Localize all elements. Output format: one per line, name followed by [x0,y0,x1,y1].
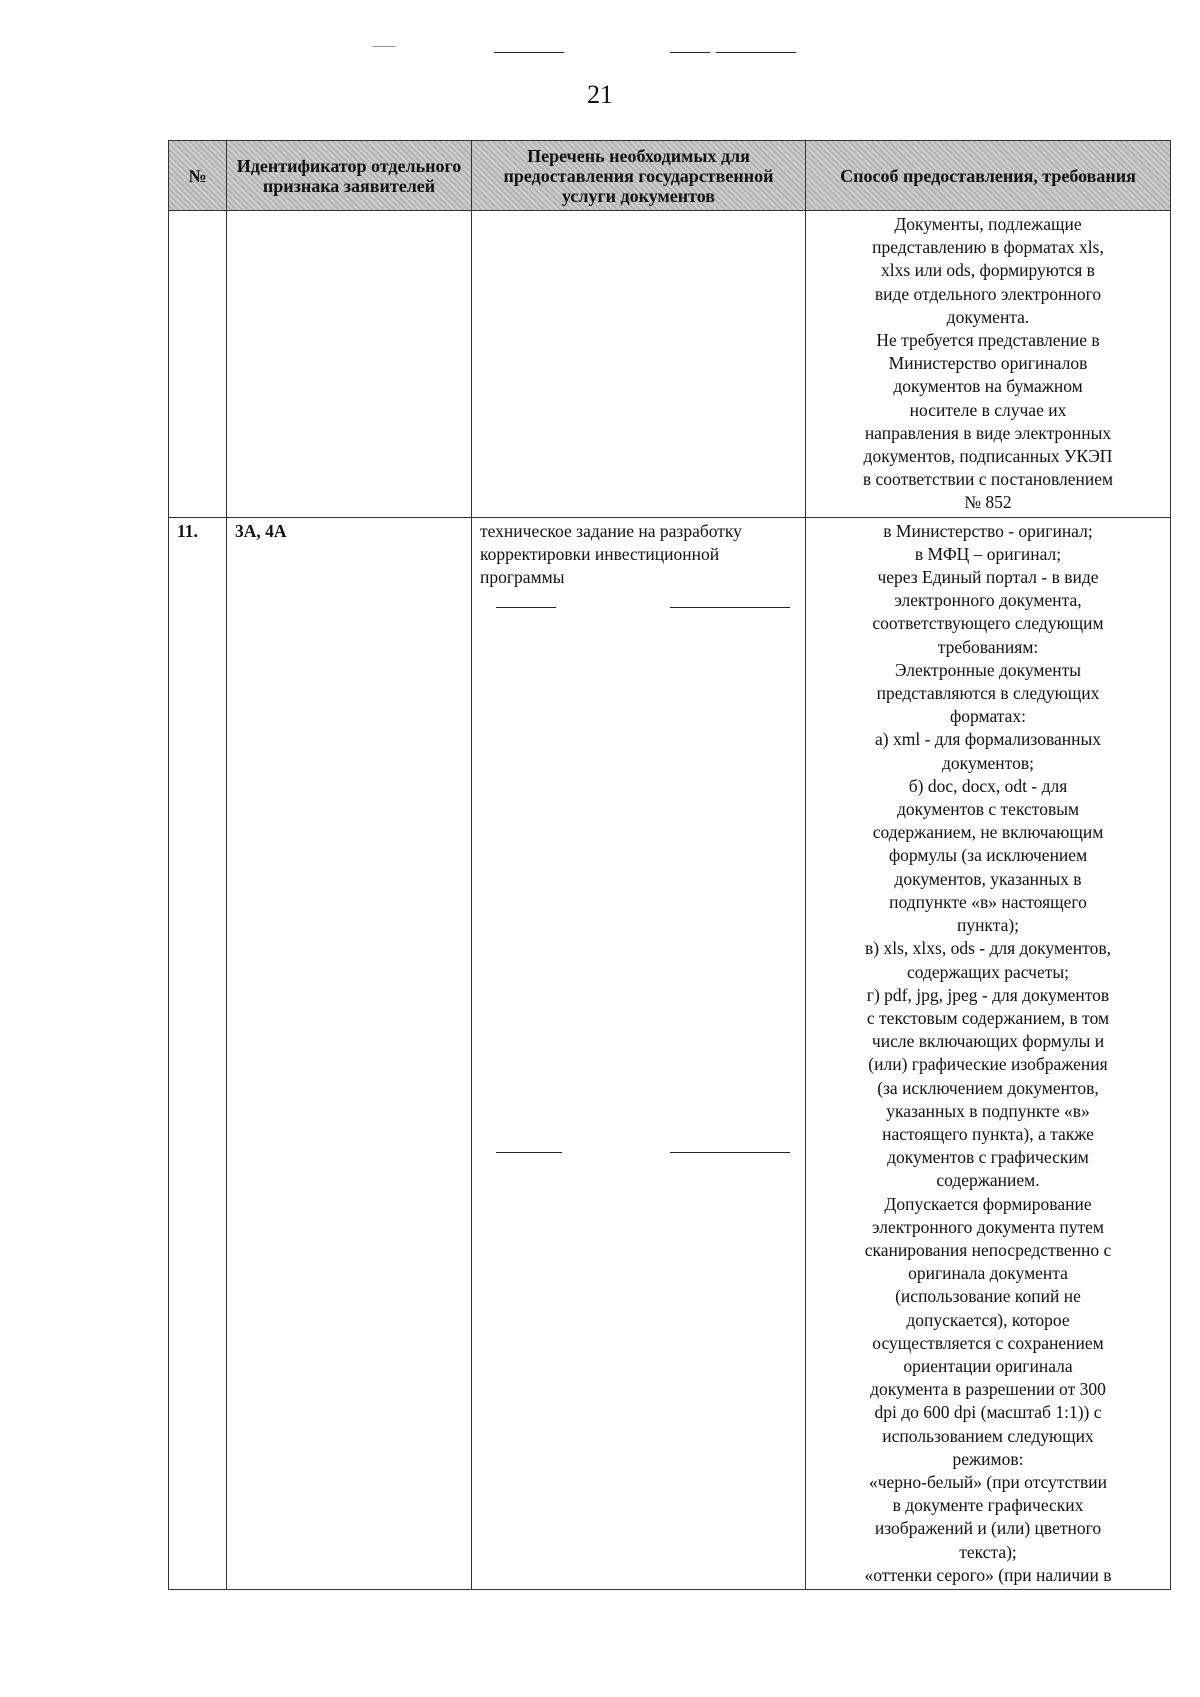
text-line: содержанием. [936,1170,1040,1191]
scan-artifact-line [496,607,556,608]
scan-artifact-line [670,607,790,608]
scan-artifact-line [496,1152,562,1153]
cell-number [169,211,227,518]
text-line: с текстовым содержанием, в том [866,1007,1110,1028]
table-row [169,211,1171,518]
scan-artifact-line [670,1152,790,1153]
text-line: электронного документа путем [872,1216,1104,1237]
text-line: режимов: [952,1448,1024,1469]
text-line: электронного документа, [894,590,1082,611]
text-line: в МФЦ – оригинал; [914,543,1062,564]
text-line: содержащих расчеты; [906,961,1070,982]
text-line: представляются в следующих [876,683,1100,704]
text-line: документа. [946,306,1030,327]
cell-identifier [227,211,472,518]
text-line: допускается), которое [906,1309,1070,1330]
text-line: Не требуется представление в [876,330,1100,351]
text-line: носителе в случае их [909,399,1067,420]
text-line: Допускается формирование [884,1193,1092,1214]
scan-artifact-line [494,52,564,53]
page-number: 21 [587,80,613,109]
text-line: пункта); [956,915,1020,936]
header-identifier: Идентификатор отдельного признака заявителей [227,141,472,211]
text-line: виде отдельного электронного [874,283,1102,304]
text-line: направления в виде электронных [864,422,1112,443]
text-line: требованиям: [937,636,1039,657]
scan-artifact-line [716,52,796,53]
text-line: «черно-белый» (при отсутствии [868,1471,1108,1492]
text-line: документов с графическим [887,1147,1089,1168]
text-line: изображений и (или) цветного [874,1518,1102,1539]
scan-artifact-line [670,52,710,53]
text-line: в Министерство - оригинал; [883,520,1093,541]
text-line: Министерство оригиналов [888,353,1088,374]
text-line: Документы, подлежащие [894,214,1082,234]
header-document-list: Перечень необходимых для предоставления государственной услуги документов [472,141,806,211]
text-line: указанных в подпункте «в» [886,1100,1090,1121]
documents-table [168,140,1171,1590]
cell-submission-method [806,211,1171,518]
text-line: документов на бумажном [893,376,1083,397]
table-header-row [169,141,1171,211]
text-line: г) pdf, jpg, jpeg - для документов [866,984,1110,1005]
text-line: «оттенки серого» (при наличии в [864,1564,1112,1585]
text-line: ориентации оригинала [903,1355,1073,1376]
cell-submission-method [806,517,1171,1589]
text-line: в) xls, xlxs, ods - для документов, [865,938,1111,959]
text-line: числе включающих формулы и [871,1031,1105,1052]
cell-document-list: техническое задание на разработку корректировки инвестиционной программы [472,517,806,1589]
cell-identifier: 3А, 4А [227,517,472,1589]
text-line: использованием следующих [882,1425,1094,1446]
text-line: соответствующего следующим [872,613,1104,634]
text-line: Электронные документы [894,659,1082,680]
text-line: настоящего пункта), а также [882,1123,1094,1144]
text-line: форматах: [949,706,1027,727]
text-line: № 852 [964,492,1012,513]
text-line: а) xml - для формализованных [875,729,1101,750]
text-line: документа в разрешении от 300 [870,1379,1106,1400]
text-line: б) doc, docx, odt - для [908,775,1068,796]
text-line: содержанием, не включающим [872,822,1104,843]
text-line: xlxs или ods, формируются в [881,260,1095,281]
text-line: документов, подписанных УКЭП [863,446,1113,467]
scan-artifact-line [372,46,396,47]
text-line: (или) графические изображения [868,1054,1108,1075]
cell-number: 11. [169,517,227,1589]
text-line: документов, указанных в [894,868,1082,889]
text-line: через Единый портал - в виде [877,567,1099,588]
text-line: dpi до 600 dpi (масштаб 1:1)) с [874,1402,1102,1423]
text-line: формулы (за исключением [888,845,1088,866]
text-line: подпункте «в» настоящего [889,891,1087,912]
text-line: в соответствии с постановлением [862,469,1114,490]
header-number: № [169,141,227,211]
text-line: документов с текстовым [896,799,1080,820]
text-line: осуществляется с сохранением [872,1332,1104,1353]
text-line: текста); [959,1541,1017,1562]
text-line: представлению в форматах xls, [872,237,1104,258]
text-line: оригинала документа [908,1263,1068,1284]
cell-document-list [472,211,806,518]
table-row [169,517,1171,1589]
text-line: (использование копий не [895,1286,1081,1307]
text-line: в документе графических [892,1495,1084,1516]
text-line: (за исключением документов, [877,1077,1099,1098]
text-line: документов; [942,752,1034,773]
text-line: сканирования непосредственно с [864,1239,1112,1260]
header-submission-method: Способ предоставления, требования [806,141,1171,211]
